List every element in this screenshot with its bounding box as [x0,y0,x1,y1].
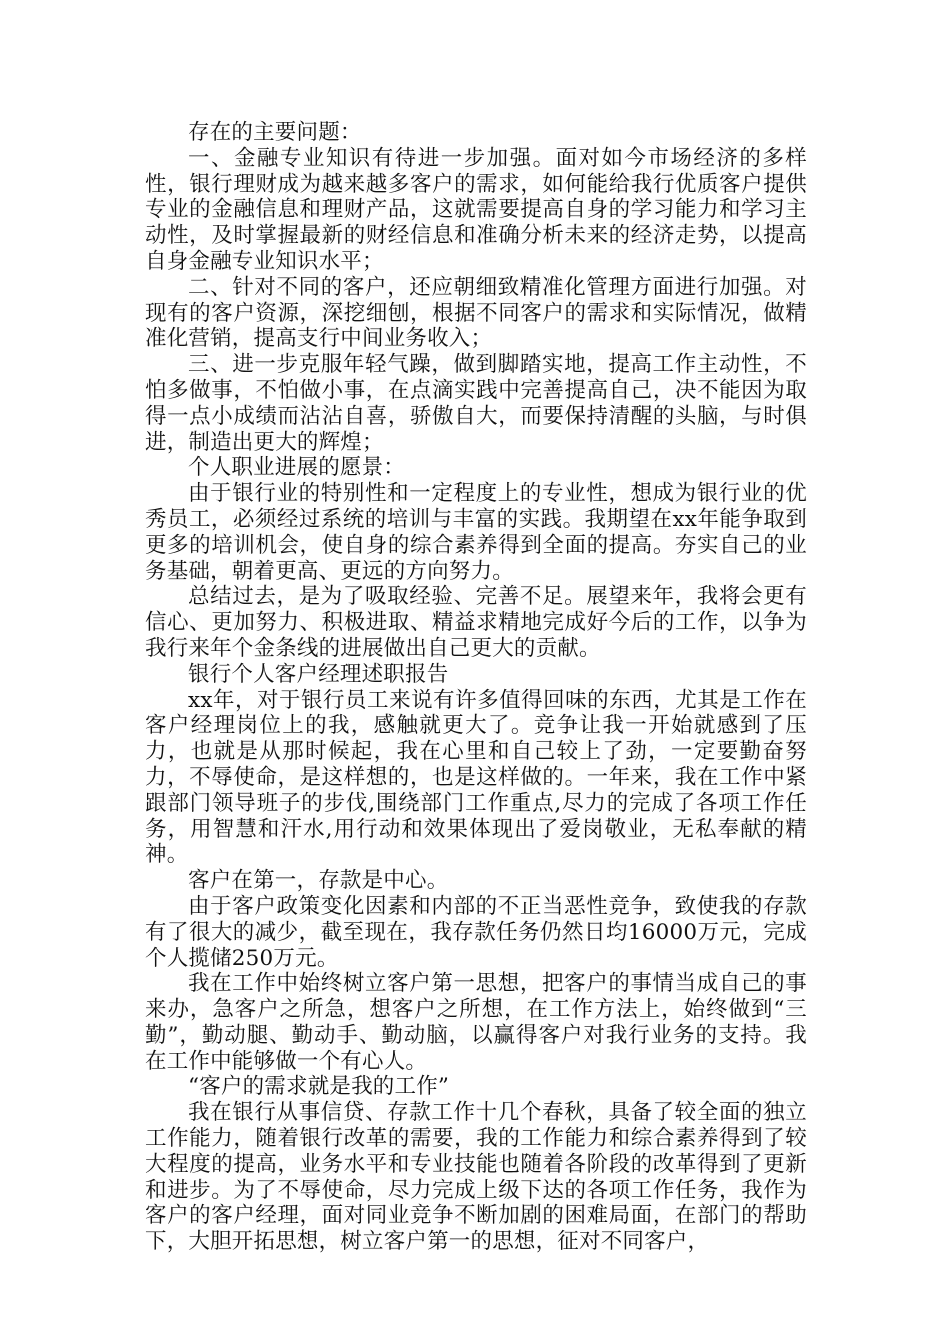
paragraph-heading-problems: 存在的主要问题： [188,120,362,145]
paragraph-experience: 我在银行从事信贷、存款工作十几个春秋，具备了较全面的独立工作能力，随着银行改革的需要，我的工作能力和综合素养得到了较大程度的提高，业务水平和专业技能也随着各阶段的改革得到了更新和进步。为了不辱使命，尽力完成上级下达的各项工作任务，我作为客户的客户经理，面对同业竞争不断加剧的困难局面，在部门的帮助下，大胆开拓思想，树立客户第一的思想，征对不同客户， [145,1100,807,1255]
paragraph-deposits: 由于客户政策变化因素和内部的不正当恶性竞争，致使我的存款有了很大的减少，截至现在，我存款任务仍然日均16000万元，完成个人揽储250万元。 [145,893,807,971]
paragraph-problem-2: 二、针对不同的客户，还应朝细致精准化管理方面进行加强。对现有的客户资源，深挖细刨，根据不同客户的需求和实际情况，做精准化营销，提高支行中间业务收入； [145,274,807,352]
paragraph-customer-thinking: 我在工作中始终树立客户第一思想，把客户的事情当成自己的事来办，急客户之所急，想客户之所想，在工作方法上，始终做到“三勤”，勤动腿、勤动手、勤动脑，以赢得客户对我行业务的支持。我在工作中能够做一个有心人。 [145,971,807,1074]
paragraph-problem-1: 一、金融专业知识有待进一步加强。面对如今市场经济的多样性，银行理财成为越来越多客户的需求，如何能给我行优质客户提供专业的金融信息和理财产品，这就需要提高自身的学习能力和学习主动性，及时掌握最新的财经信息和准确分析未来的经济走势，以提高自身金融专业知识水平； [145,145,807,274]
paragraph-heading-vision: 个人职业进展的愿景： [188,455,406,481]
paragraph-heading-customer-first: 客户在第一，存款是中心。 [188,868,449,894]
paragraph-report-title: 银行个人客户经理述职报告 [188,661,449,687]
paragraph-summary: 总结过去，是为了吸取经验、完善不足。展望来年，我将会更有信心、更加努力、积极进取、精益求精地完成好今后的工作，以争为我行来年个金条线的进展做出自己更大的贡献。 [145,584,807,661]
document-body [145,120,807,1255]
paragraph-vision: 由于银行业的特别性和一定程度上的专业性，想成为银行业的优秀员工，必须经过系统的培训与丰富的实践。我期望在xx年能争取到更多的培训机会，使自身的综合素养得到全面的提高。夯实自己的业务基础，朝着更高、更远的方向努力。 [145,481,807,584]
paragraph-report-intro: xx年，对于银行员工来说有许多值得回味的东西，尤其是工作在客户经理岗位上的我，感触就更大了。竞争让我一开始就感到了压力，也就是从那时候起，我在心里和自己较上了劲，一定要勤奋努力，不辱使命，是这样想的，也是这样做的。一年来，我在工作中紧跟部门领导班子的步伐,围绕部门工作重点,尽力的完成了各项工作任务，用智慧和汗水,用行动和效果体现出了爱岗敬业，无私奉献的精神。 [145,687,807,868]
paragraph-problem-3: 三、进一步克服年轻气躁，做到脚踏实地，提高工作主动性，不怕多做事，不怕做小事，在点滴实践中完善提高自己，决不能因为取得一点小成绩而沾沾自喜，骄傲自大，而要保持清醒的头脑，与时俱进，制造出更大的辉煌； [145,352,807,455]
paragraph-heading-customer-needs: “客户的需求就是我的工作” [188,1074,450,1100]
